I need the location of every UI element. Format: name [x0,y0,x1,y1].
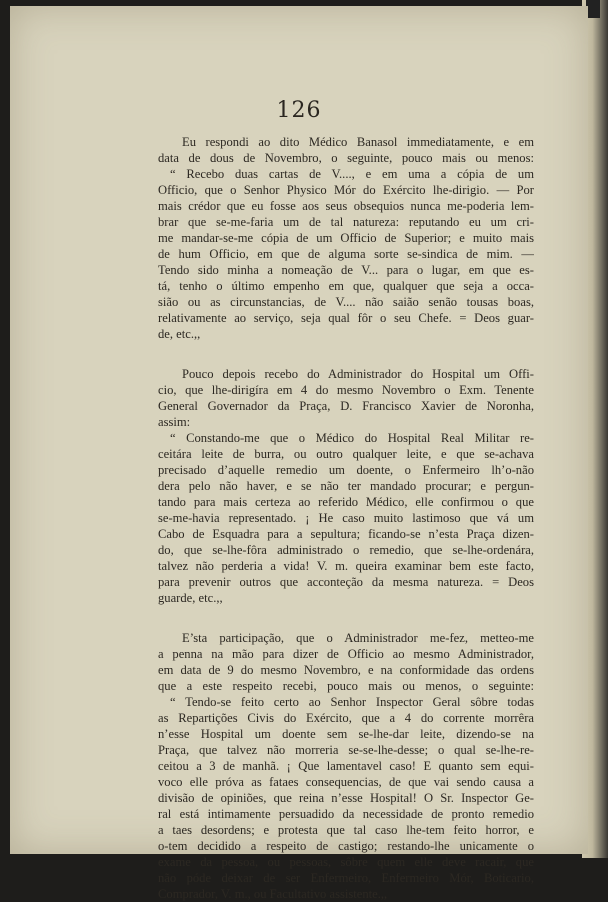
text-line: tando para mais certeza ao referido Médico, elle confirmou o que [158,495,534,509]
text-line: me mandar-se-me cópia de um Officio de Superior; e muito mais [158,231,534,245]
text-line: “ Constando-me que o Médico do Hospital Real Militar re- [170,431,534,445]
text-line: para prevenir outros que acconteção da mesma natureza. = Deos [158,575,534,589]
text-line: dera pelo não haver, e se não ter mandado procurar; e pergun- [158,479,534,493]
text-line: Comprador, V. m., ou Facultativo assistente.,, [158,887,388,901]
text-line: não póde deixar de ser Enfermeiro, Enfermeiro Mór, Boticario, [158,871,534,885]
text-line: ceitára leite de burra, ou outro qualquer leite, e que se-achava [158,447,534,461]
text-line: Pouco depois recebo do Administrador do Hospital um Offi- [182,367,534,381]
text-line: E’sta participação, que o Administrador me-fez, metteo-me [182,631,534,645]
document-page [10,6,588,901]
text-line: exame da pessoa, ou pessoas, sôbre quem elle deve racair, que [158,855,534,869]
text-line: de hum Officio, em que de alguma sorte se-sindica de mim. — [158,247,534,261]
text-line: se-me-havia representado. ¡ He caso muito lastimoso que vá um [158,511,534,525]
text-line: em data de 9 do mesmo Novembro, e na conformidade das ordens [158,663,534,677]
text-line: mais crédor que eu fosse aos seus obsequios nunca me-poderia lem- [158,199,534,213]
text-line: Eu respondi ao dito Médico Banasol immediatamente, e em [182,135,534,149]
text-line: a taes desordens; e protesta que tal caso lhe-tem feito horror, e [158,823,534,837]
text-line: divisão de opiniões, que reina n’esse Hospital! O Sr. Inspector Ge- [158,791,534,805]
text-line: General Governador da Praça, D. Francisco Xavier de Noronha, [158,399,534,413]
text-line: tá, tenho o último empenho em que, qualquer que seja a occa- [158,279,534,293]
paragraph-participation [158,630,534,902]
text-line: as Repartições Civis do Exército, que a 4 do corrente morrêra [158,711,534,725]
text-line: voco elle próva as fataes consequencias, de que vai sendo causa a [158,775,534,789]
paragraph-administrator-officio [158,366,534,606]
text-line: data de dous de Novembro, o seguinte, pouco mais ou menos: [158,151,534,165]
paragraph-reply-to-banasol [158,134,534,342]
text-line: a penna na mão para dizer de Officio ao mesmo Administrador, [158,647,534,661]
text-line: Praça, que talvez não morreria se-se-lhe-desse; o qual se-lhe-re- [158,743,534,757]
text-line: “ Recebo duas cartas de V...., e em uma a cópia de um [170,167,534,181]
text-line: de, etc.,, [158,327,201,341]
text-line: “ Tendo-se feito certo ao Senhor Inspector Geral sôbre todas [170,695,534,709]
text-line: precisado d’aquelle remedio um doente, o Enfermeiro lh’o-não [158,463,534,477]
text-line: relativamente ao serviço, seja qual fôr o seu Chefe. = Deos guar- [158,311,534,325]
page-corner-marker [586,0,600,18]
text-line: talvez não perderia a vida! V. m. queira examinar bem este facto, [158,559,534,573]
page-number: 126 [276,98,322,123]
text-line: cio, que lhe-dirigíra em 4 do mesmo Novembro o Exm. Tenente [158,383,534,397]
text-line: ral está intimamente persuadido da necessidade de pronto remedio [158,807,534,821]
text-line: Officio, que o Senhor Physico Mór do Exército lhe-dirigio. — Por [158,183,534,197]
text-line: Tendo sido minha a nomeação de V... para o lugar, em que es- [158,263,534,277]
text-line: o-tem decidido a respeito de castigo; restando-lhe unicamente o [158,839,534,853]
text-line: do, que se-lhe-fôra administrado o remedio, que se-lhe-ordenára, [158,543,534,557]
text-line: guarde, etc.,, [158,591,223,605]
text-line: n’esse Hospital um doente sem se-lhe-dar leite, dizendo-se na [158,727,534,741]
text-line: Cabo de Esquadra para a sepultura; ficando-se n’esta Praça dizen- [158,527,534,541]
text-line: sião ou as circunstancias, de V.... não saião senão tousas boas, [158,295,534,309]
text-line: ceitou a 3 de manhã. ¡ Que lamentavel caso! E quanto sem equi- [158,759,534,773]
body-text [158,134,534,902]
text-line: assim: [158,415,191,429]
text-line: brar que se-me-faria um de tal natureza: reputando eu um cri- [158,215,534,229]
text-line: que a este respeito recebi, pouco mais ou menos, o seguinte: [158,679,534,693]
